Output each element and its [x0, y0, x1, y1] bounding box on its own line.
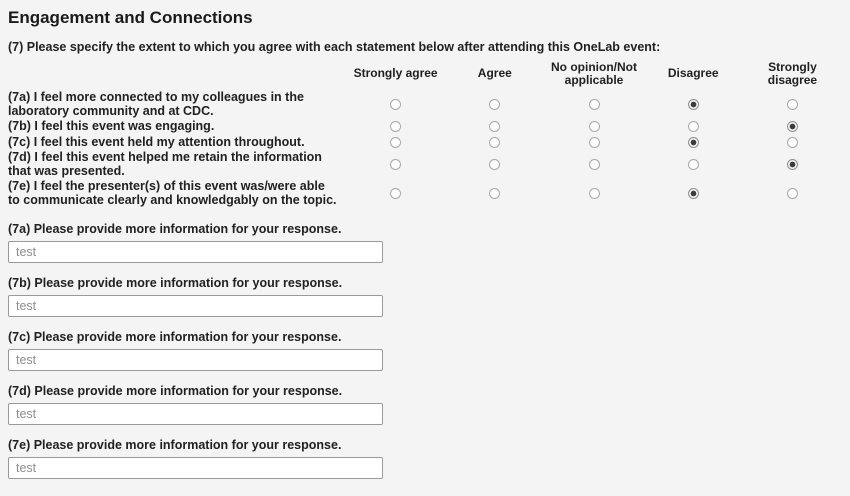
matrix-row-7d — [8, 151, 842, 178]
radio-7c-no-opinion[interactable] — [589, 137, 600, 148]
radio-7d-disagree[interactable] — [688, 159, 699, 170]
column-header-strongly-agree: Strongly agree — [353, 66, 438, 81]
radio-7c-agree[interactable] — [489, 137, 500, 148]
matrix-row-7e — [8, 180, 842, 207]
radio-7b-agree[interactable] — [489, 121, 500, 132]
statement-7e: (7e) I feel the presenter(s) of this event was/were able to communicate clearly and knowledgably on the topic. — [8, 179, 337, 207]
column-header-disagree: Disagree — [667, 66, 719, 81]
followup-block-7b — [8, 277, 842, 317]
page-title: Engagement and Connections — [8, 8, 253, 27]
radio-7c-strongly-disagree[interactable] — [787, 137, 798, 148]
radio-7a-strongly-disagree[interactable] — [787, 99, 798, 110]
followup-block-7c — [8, 331, 842, 371]
column-header-strongly-disagree: Strongly disagree — [767, 59, 818, 87]
statement-7d: (7d) I feel this event helped me retain the information that was presented. — [8, 150, 322, 178]
radio-7b-strongly-agree[interactable] — [390, 121, 401, 132]
followup-label-7e: (7e) Please provide more information for your response. — [8, 438, 342, 452]
followup-7e-input[interactable] — [8, 457, 383, 479]
column-header-agree: Agree — [477, 66, 512, 81]
radio-7a-no-opinion[interactable] — [589, 99, 600, 110]
radio-7b-no-opinion[interactable] — [589, 121, 600, 132]
matrix-row-7a — [8, 91, 842, 118]
followup-label-7c: (7c) Please provide more information for your response. — [8, 330, 342, 344]
radio-7e-strongly-disagree[interactable] — [787, 188, 798, 199]
followup-label-7a: (7a) Please provide more information for your response. — [8, 222, 342, 236]
column-header-no-opinion: No opinion/Not applicable — [551, 59, 637, 87]
radio-7d-strongly-disagree[interactable] — [787, 159, 798, 170]
matrix-row-7c — [8, 136, 842, 150]
followup-block-7d — [8, 385, 842, 425]
question-7-prompt: (7) Please specify the extent to which you agree with each statement below after attending this OneLab event: — [8, 40, 661, 54]
radio-7c-disagree[interactable] — [688, 137, 699, 148]
radio-7a-strongly-agree[interactable] — [390, 99, 401, 110]
followup-label-7b: (7b) Please provide more information for your response. — [8, 276, 343, 290]
followup-block-7a — [8, 223, 842, 263]
radio-7e-disagree[interactable] — [688, 188, 699, 199]
radio-7e-agree[interactable] — [489, 188, 500, 199]
followup-7b-input[interactable] — [8, 295, 383, 317]
followup-7d-input[interactable] — [8, 403, 383, 425]
radio-7d-agree[interactable] — [489, 159, 500, 170]
followup-7a-input[interactable] — [8, 241, 383, 263]
followup-7c-input[interactable] — [8, 349, 383, 371]
matrix-header-row — [8, 57, 842, 91]
radio-7a-disagree[interactable] — [688, 99, 699, 110]
radio-7e-no-opinion[interactable] — [589, 188, 600, 199]
radio-7a-agree[interactable] — [489, 99, 500, 110]
radio-7b-disagree[interactable] — [688, 121, 699, 132]
radio-7c-strongly-agree[interactable] — [390, 137, 401, 148]
likert-matrix — [8, 57, 842, 207]
statement-7a: (7a) I feel more connected to my colleagues in the laboratory community and at CDC. — [8, 90, 304, 118]
radio-7d-strongly-agree[interactable] — [390, 159, 401, 170]
followup-block-7e — [8, 439, 842, 479]
statement-7c: (7c) I feel this event held my attention throughout. — [8, 134, 305, 149]
statement-7b: (7b) I feel this event was engaging. — [8, 119, 215, 133]
radio-7e-strongly-agree[interactable] — [390, 188, 401, 199]
matrix-row-7b — [8, 120, 842, 134]
radio-7b-strongly-disagree[interactable] — [787, 121, 798, 132]
followup-section — [8, 223, 842, 479]
followup-label-7d: (7d) Please provide more information for your response. — [8, 384, 343, 398]
radio-7d-no-opinion[interactable] — [589, 159, 600, 170]
